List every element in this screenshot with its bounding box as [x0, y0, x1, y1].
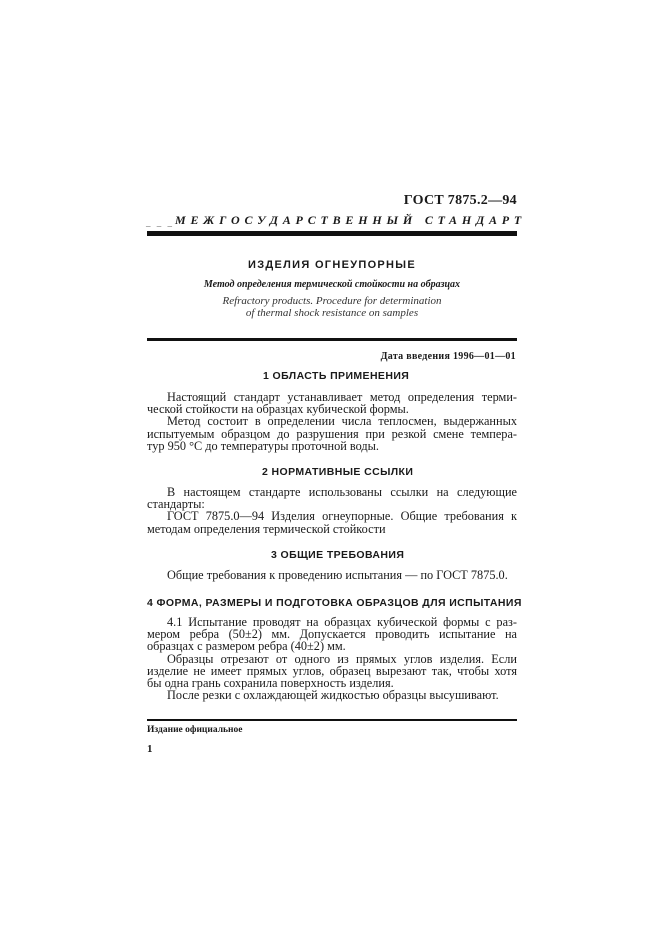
page-number: 1	[147, 743, 153, 755]
subtitle-en-line-1: Refractory products. Procedure for determination	[222, 295, 442, 307]
section-1-title: 1 ОБЛАСТЬ ПРИМЕНЕНИЯ	[263, 370, 410, 382]
text-line: После резки с охлаждающей жидкостью образцы высушивают.	[167, 688, 499, 703]
decorative-dashes: ‒ ‒ ‒	[146, 221, 174, 231]
text-line: образцах с размером ребра (40±2) мм.	[147, 639, 346, 654]
header-thick-rule	[147, 231, 517, 236]
title-rule	[147, 338, 517, 341]
document-code: ГОСТ 7875.2—94	[403, 193, 517, 208]
section-4-body	[147, 616, 517, 701]
section-3-body	[147, 569, 517, 581]
footer-rule	[147, 719, 517, 721]
text-line: В настоящем стандарте использованы ссылки на следующие	[167, 485, 517, 499]
text-line: стандарты:	[147, 497, 205, 512]
subtitle-en-line-2: of thermal shock resistance on samples	[245, 307, 419, 319]
text-line: Образцы отрезают от одного из прямых углов изделия. Если	[167, 651, 517, 666]
text-line: ГОСТ 7875.0—94 Изделия огнеупорные. Общие требования к	[167, 509, 517, 524]
text-line: мером ребра (50±2) мм. Допускается проводить испытание на	[147, 627, 517, 642]
document-subtitle-en	[147, 295, 517, 319]
section-4-title: 4 ФОРМА, РАЗМЕРЫ И ПОДГОТОВКА ОБРАЗЦОВ ДЛЯ ИСПЫТАНИЯ	[147, 597, 522, 609]
section-2-body	[147, 486, 517, 535]
text-line: испытуемым образцом до разрушения при резкой смене темпера-	[147, 426, 517, 441]
text-line: Общие требования к проведению испытания — по ГОСТ 7875.0.	[167, 568, 508, 582]
official-edition-label: Издание официальное	[147, 725, 243, 735]
interstate-standard-label: МЕЖГОСУДАРСТВЕННЫЙ СТАНДАРТ	[175, 213, 527, 227]
section-2-title: 2 НОРМАТИВНЫЕ ССЫЛКИ	[262, 466, 414, 478]
document-subtitle-ru: Метод определения термической стойкости на образцах	[203, 279, 461, 290]
introduction-date: Дата введения 1996—01—01	[380, 351, 516, 362]
text-line: Настоящий стандарт устанавливает метод определения терми-	[167, 390, 517, 404]
document-title: ИЗДЕЛИЯ ОГНЕУПОРНЫЕ	[247, 259, 417, 271]
text-line: методам определения термической стойкости	[147, 521, 386, 536]
text-line: бы одна грань сохранила поверхность изделия.	[147, 676, 394, 691]
section-3-title: 3 ОБЩИЕ ТРЕБОВАНИЯ	[271, 549, 405, 561]
text-line: тур 950 °С до температуры проточной воды.	[147, 438, 379, 453]
text-line: 4.1 Испытание проводят на образцах кубической формы с раз-	[167, 615, 517, 629]
text-line: Метод состоит в определении числа теплосмен, выдержанных	[167, 414, 517, 429]
section-1-body	[147, 391, 517, 452]
text-line: изделие не имеет прямых углов, образец вырезают так, чтобы хотя	[147, 663, 517, 678]
text-line: ческой стойкости на образцах кубической формы.	[147, 402, 409, 417]
